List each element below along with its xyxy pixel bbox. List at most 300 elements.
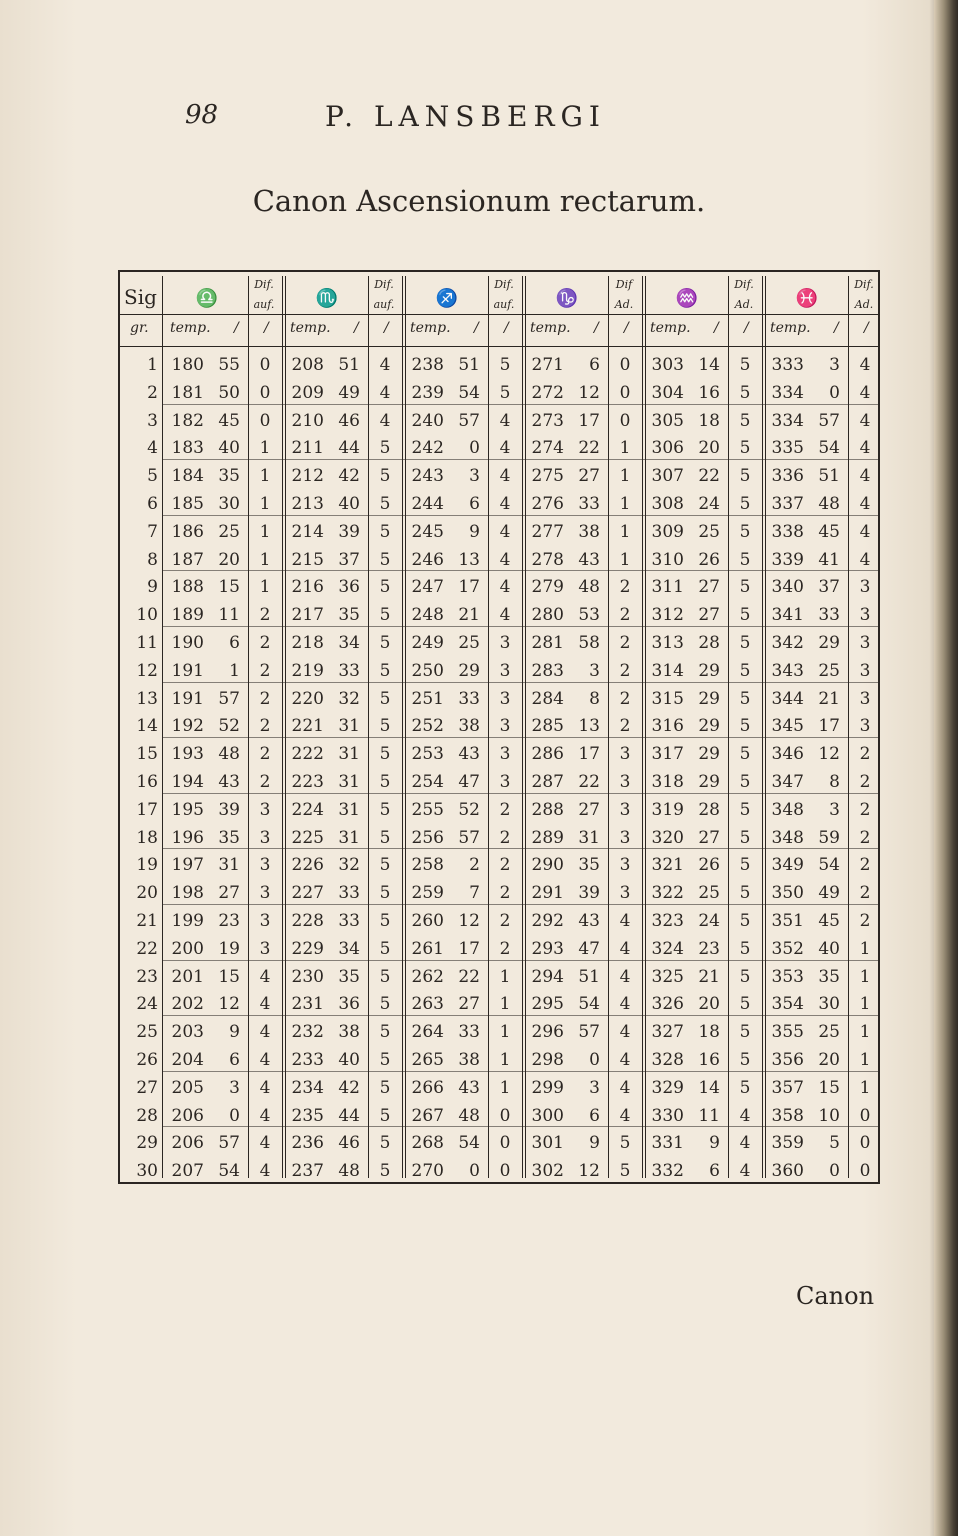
minute-value: 37 — [338, 549, 360, 570]
difference-value: 5 — [739, 855, 751, 876]
degree-value: 322 — [651, 883, 684, 904]
minute-value: 33 — [578, 494, 600, 514]
difference-value: 1 — [859, 994, 871, 1015]
difference-value: 5 — [379, 938, 391, 959]
degree-number: 28 — [136, 1105, 158, 1126]
degree-number: 29 — [136, 1133, 158, 1154]
degree-value: 299 — [531, 1077, 564, 1098]
degree-number: 20 — [136, 883, 158, 904]
degree-value: 212 — [291, 466, 324, 487]
degree-value: 324 — [651, 938, 684, 959]
degree-value: 348 — [771, 827, 804, 848]
degree-value: 208 — [291, 355, 324, 375]
minute-value: 33 — [458, 1022, 480, 1043]
degree-value: 233 — [291, 1050, 324, 1070]
degree-value: 227 — [291, 883, 324, 904]
degree-value: 258 — [411, 855, 444, 876]
zodiac-sign-icon: ♏ — [315, 288, 339, 309]
dif-column-label: / — [624, 320, 629, 336]
difference-value: 2 — [499, 827, 511, 848]
minute-value: 14 — [698, 1077, 720, 1098]
minute-value: 9 — [709, 1133, 720, 1154]
degree-value: 283 — [531, 660, 564, 681]
degree-value: 339 — [771, 549, 804, 570]
degree-value: 330 — [651, 1105, 684, 1126]
minute-value: 6 — [469, 494, 480, 514]
minute-value: 3 — [829, 355, 840, 375]
degree-number: 4 — [147, 438, 158, 459]
minute-value: 14 — [698, 355, 720, 375]
difference-value: 5 — [499, 355, 511, 375]
sig-label: Sig — [124, 285, 157, 309]
degree-value: 223 — [291, 772, 324, 792]
degree-value: 315 — [651, 688, 684, 709]
page-number: 98 — [185, 100, 219, 130]
difference-value: 3 — [259, 799, 271, 820]
degree-value: 328 — [651, 1050, 684, 1070]
difference-value: 2 — [859, 772, 871, 792]
difference-value: 3 — [619, 855, 631, 876]
difference-value: 5 — [739, 633, 751, 653]
degree-value: 306 — [651, 438, 684, 459]
minute-value: 10 — [818, 1105, 840, 1126]
degree-value: 278 — [531, 549, 564, 570]
difference-value: 2 — [619, 633, 631, 653]
minute-value: 3 — [469, 466, 480, 487]
degree-value: 289 — [531, 827, 564, 848]
dif-sub-label: auf. — [493, 298, 515, 311]
minute-value: 29 — [698, 744, 720, 765]
difference-value: 3 — [859, 577, 871, 598]
degree-value: 205 — [171, 1077, 204, 1098]
difference-value: 4 — [859, 355, 871, 375]
difference-value: 0 — [499, 1161, 511, 1182]
difference-value: 5 — [739, 660, 751, 681]
degree-value: 232 — [291, 1022, 324, 1043]
difference-value: 5 — [739, 355, 751, 375]
degree-number: 27 — [136, 1077, 158, 1098]
degree-value: 316 — [651, 716, 684, 737]
minute-value: 3 — [229, 1077, 240, 1098]
difference-value: 1 — [499, 994, 511, 1015]
minute-value: 6 — [589, 1105, 600, 1126]
minute-value: 54 — [458, 1133, 480, 1154]
minutes-label: / — [834, 320, 839, 336]
difference-value: 5 — [379, 827, 391, 848]
difference-value: 5 — [739, 911, 751, 931]
minute-value: 8 — [589, 688, 600, 709]
minute-value: 17 — [818, 716, 840, 737]
difference-value: 5 — [739, 605, 751, 626]
degree-value: 191 — [171, 688, 204, 709]
difference-value: 5 — [739, 382, 751, 403]
difference-value: 1 — [499, 1077, 511, 1098]
difference-value: 5 — [379, 1105, 391, 1126]
block-divider-2 — [765, 276, 766, 1178]
degree-value: 345 — [771, 716, 804, 737]
degree-value: 326 — [651, 994, 684, 1015]
temp-label: temp. — [530, 320, 571, 336]
block-divider-2 — [525, 276, 526, 1178]
minute-value: 40 — [338, 494, 360, 514]
minute-value: 34 — [338, 633, 360, 653]
block-divider — [282, 276, 283, 1178]
degree-value: 287 — [531, 772, 564, 792]
minute-value: 43 — [458, 744, 480, 765]
degree-value: 273 — [531, 410, 564, 431]
difference-value: 4 — [859, 494, 871, 514]
dif-column-label: / — [384, 320, 389, 336]
degree-value: 332 — [651, 1161, 684, 1182]
running-head: P. LANSBERGI — [325, 100, 606, 133]
degree-value: 192 — [171, 716, 204, 737]
degree-value: 229 — [291, 938, 324, 959]
minute-value: 3 — [589, 1077, 600, 1098]
minute-value: 6 — [709, 1161, 720, 1182]
degree-value: 235 — [291, 1105, 324, 1126]
difference-value: 5 — [739, 744, 751, 765]
degree-value: 217 — [291, 605, 324, 626]
minute-value: 59 — [818, 827, 840, 848]
difference-value: 0 — [619, 410, 631, 431]
difference-value: 5 — [379, 1133, 391, 1154]
degree-value: 360 — [771, 1161, 804, 1182]
degree-value: 353 — [771, 966, 804, 987]
difference-value: 2 — [619, 660, 631, 681]
degree-value: 206 — [171, 1105, 204, 1126]
temp-label: temp. — [410, 320, 451, 336]
degree-value: 184 — [171, 466, 204, 487]
difference-value: 5 — [739, 994, 751, 1015]
minute-value: 12 — [218, 994, 240, 1015]
degree-number: 8 — [147, 549, 158, 570]
difference-value: 5 — [379, 688, 391, 709]
minute-value: 39 — [218, 799, 240, 820]
difference-value: 3 — [859, 688, 871, 709]
degree-value: 238 — [411, 355, 444, 375]
degree-value: 291 — [531, 883, 564, 904]
difference-value: 2 — [259, 633, 271, 653]
degree-value: 298 — [531, 1050, 564, 1070]
minute-value: 25 — [698, 521, 720, 542]
minute-value: 27 — [698, 577, 720, 598]
degree-value: 343 — [771, 660, 804, 681]
degree-value: 300 — [531, 1105, 564, 1126]
minute-value: 22 — [578, 438, 600, 459]
dif-divider — [728, 276, 729, 1178]
degree-value: 182 — [171, 410, 204, 431]
degree-number: 7 — [147, 521, 158, 542]
minute-value: 40 — [818, 938, 840, 959]
degree-value: 352 — [771, 938, 804, 959]
degree-value: 285 — [531, 716, 564, 737]
minute-value: 43 — [458, 1077, 480, 1098]
difference-value: 2 — [499, 883, 511, 904]
minute-value: 33 — [338, 660, 360, 681]
difference-value: 3 — [619, 883, 631, 904]
minute-value: 7 — [469, 883, 480, 904]
degree-value: 268 — [411, 1133, 444, 1154]
minute-value: 57 — [818, 410, 840, 431]
minute-value: 28 — [698, 633, 720, 653]
minute-value: 48 — [458, 1105, 480, 1126]
difference-value: 3 — [619, 827, 631, 848]
degree-value: 220 — [291, 688, 324, 709]
degree-value: 237 — [291, 1161, 324, 1182]
temp-label: temp. — [650, 320, 691, 336]
minute-value: 45 — [218, 410, 240, 431]
minute-value: 2 — [469, 855, 480, 876]
difference-value: 4 — [259, 1161, 271, 1182]
degree-value: 347 — [771, 772, 804, 792]
degree-value: 225 — [291, 827, 324, 848]
degree-value: 211 — [291, 438, 324, 459]
degree-value: 335 — [771, 438, 804, 459]
dif-label: Dif. — [734, 278, 754, 291]
difference-value: 5 — [379, 799, 391, 820]
dif-divider — [848, 276, 849, 1178]
degree-value: 250 — [411, 660, 444, 681]
minute-value: 16 — [698, 382, 720, 403]
minute-value: 23 — [218, 911, 240, 931]
degree-number: 25 — [136, 1022, 158, 1043]
difference-value: 5 — [739, 883, 751, 904]
degree-value: 191 — [171, 660, 204, 681]
difference-value: 1 — [259, 494, 271, 514]
degree-number: 10 — [136, 605, 158, 626]
minute-value: 27 — [698, 605, 720, 626]
dif-label: Dif. — [494, 278, 514, 291]
degree-value: 274 — [531, 438, 564, 459]
difference-value: 5 — [739, 1050, 751, 1070]
minute-value: 39 — [578, 883, 600, 904]
difference-value: 5 — [739, 716, 751, 737]
minute-value: 19 — [218, 938, 240, 959]
minute-value: 33 — [818, 605, 840, 626]
degree-value: 215 — [291, 549, 324, 570]
minute-value: 5 — [829, 1133, 840, 1154]
difference-value: 5 — [739, 1077, 751, 1098]
difference-value: 5 — [379, 466, 391, 487]
degree-value: 276 — [531, 494, 564, 514]
difference-value: 4 — [619, 1105, 631, 1126]
difference-value: 0 — [259, 355, 271, 375]
minute-value: 15 — [218, 966, 240, 987]
degree-value: 266 — [411, 1077, 444, 1098]
degree-value: 280 — [531, 605, 564, 626]
difference-value: 5 — [379, 577, 391, 598]
degree-value: 290 — [531, 855, 564, 876]
difference-value: 4 — [379, 410, 391, 431]
dif-label: Dif. — [374, 278, 394, 291]
degree-value: 303 — [651, 355, 684, 375]
minute-value: 25 — [458, 633, 480, 653]
minute-value: 21 — [698, 966, 720, 987]
minute-value: 11 — [698, 1105, 720, 1126]
degree-value: 259 — [411, 883, 444, 904]
difference-value: 1 — [859, 966, 871, 987]
degree-value: 249 — [411, 633, 444, 653]
difference-value: 3 — [619, 772, 631, 792]
difference-value: 4 — [259, 1050, 271, 1070]
degree-value: 207 — [171, 1161, 204, 1182]
minute-value: 46 — [338, 410, 360, 431]
minute-value: 46 — [338, 1133, 360, 1154]
degree-value: 284 — [531, 688, 564, 709]
minute-value: 52 — [458, 799, 480, 820]
degree-value: 320 — [651, 827, 684, 848]
zodiac-sign-icon: ♐ — [435, 288, 459, 309]
minutes-label: / — [474, 320, 479, 336]
difference-value: 4 — [379, 382, 391, 403]
degree-number: 14 — [136, 716, 158, 737]
difference-value: 0 — [619, 382, 631, 403]
difference-value: 2 — [499, 799, 511, 820]
difference-value: 5 — [739, 494, 751, 514]
difference-value: 4 — [259, 966, 271, 987]
difference-value: 2 — [859, 911, 871, 931]
degree-value: 329 — [651, 1077, 684, 1098]
minute-value: 0 — [829, 1161, 840, 1182]
degree-number: 24 — [136, 994, 158, 1015]
degree-value: 325 — [651, 966, 684, 987]
degree-value: 296 — [531, 1022, 564, 1043]
minute-value: 31 — [338, 772, 360, 792]
difference-value: 5 — [499, 382, 511, 403]
minute-value: 12 — [458, 911, 480, 931]
degree-value: 294 — [531, 966, 564, 987]
difference-value: 5 — [379, 772, 391, 792]
degree-number: 9 — [147, 577, 158, 598]
minute-value: 18 — [698, 1022, 720, 1043]
minute-value: 12 — [578, 382, 600, 403]
difference-value: 0 — [859, 1161, 871, 1182]
minute-value: 35 — [818, 966, 840, 987]
minute-value: 48 — [338, 1161, 360, 1182]
minute-value: 35 — [338, 605, 360, 626]
difference-value: 4 — [739, 1161, 751, 1182]
minute-value: 33 — [458, 688, 480, 709]
difference-value: 0 — [499, 1105, 511, 1126]
difference-value: 5 — [379, 966, 391, 987]
block-divider-2 — [285, 276, 286, 1178]
minute-value: 13 — [578, 716, 600, 737]
degree-value: 323 — [651, 911, 684, 931]
difference-value: 4 — [619, 911, 631, 931]
degree-value: 204 — [171, 1050, 204, 1070]
minute-value: 6 — [229, 633, 240, 653]
difference-value: 0 — [499, 1133, 511, 1154]
dif-divider — [368, 276, 369, 1178]
minute-value: 57 — [458, 827, 480, 848]
minute-value: 16 — [698, 1050, 720, 1070]
minute-value: 22 — [698, 466, 720, 487]
degree-value: 312 — [651, 605, 684, 626]
difference-value: 2 — [499, 938, 511, 959]
difference-value: 2 — [619, 688, 631, 709]
minute-value: 42 — [338, 466, 360, 487]
minute-value: 11 — [218, 605, 240, 626]
degree-value: 247 — [411, 577, 444, 598]
minute-value: 26 — [698, 855, 720, 876]
minute-value: 27 — [218, 883, 240, 904]
difference-value: 0 — [259, 410, 271, 431]
difference-value: 4 — [619, 1077, 631, 1098]
minute-value: 29 — [818, 633, 840, 653]
degree-number: 11 — [136, 633, 158, 653]
difference-value: 2 — [859, 827, 871, 848]
difference-value: 3 — [619, 744, 631, 765]
difference-value: 4 — [259, 1077, 271, 1098]
minute-value: 9 — [589, 1133, 600, 1154]
degree-value: 236 — [291, 1133, 324, 1154]
difference-value: 1 — [259, 577, 271, 598]
degree-value: 240 — [411, 410, 444, 431]
dif-sub-label: Ad. — [734, 298, 754, 311]
minute-value: 54 — [458, 382, 480, 403]
minute-value: 51 — [338, 355, 360, 375]
difference-value: 3 — [859, 633, 871, 653]
dif-sub-label: auf. — [373, 298, 395, 311]
minute-value: 25 — [818, 660, 840, 681]
degree-value: 351 — [771, 911, 804, 931]
degree-number: 17 — [136, 799, 158, 820]
degree-value: 230 — [291, 966, 324, 987]
degree-value: 256 — [411, 827, 444, 848]
degree-value: 341 — [771, 605, 804, 626]
minute-value: 29 — [698, 660, 720, 681]
degree-value: 242 — [411, 438, 444, 459]
difference-value: 1 — [859, 1022, 871, 1043]
difference-value: 0 — [259, 382, 271, 403]
difference-value: 2 — [259, 660, 271, 681]
difference-value: 2 — [619, 577, 631, 598]
degree-value: 272 — [531, 382, 564, 403]
degree-value: 201 — [171, 966, 204, 987]
difference-value: 4 — [859, 549, 871, 570]
difference-value: 5 — [619, 1161, 631, 1182]
degree-value: 279 — [531, 577, 564, 598]
degree-value: 277 — [531, 521, 564, 542]
minute-value: 35 — [218, 466, 240, 487]
degree-number: 2 — [147, 382, 158, 403]
minute-value: 48 — [578, 577, 600, 598]
degree-value: 321 — [651, 855, 684, 876]
minute-value: 13 — [458, 549, 480, 570]
dif-label: Dif — [615, 278, 633, 291]
minute-value: 20 — [218, 549, 240, 570]
difference-value: 5 — [739, 438, 751, 459]
dif-column-label: / — [744, 320, 749, 336]
difference-value: 4 — [499, 521, 511, 542]
difference-value: 5 — [379, 549, 391, 570]
difference-value: 3 — [859, 605, 871, 626]
minute-value: 0 — [469, 1161, 480, 1182]
minute-value: 55 — [218, 355, 240, 375]
minute-value: 9 — [229, 1022, 240, 1043]
difference-value: 2 — [619, 605, 631, 626]
degree-value: 224 — [291, 799, 324, 820]
difference-value: 4 — [259, 994, 271, 1015]
minute-value: 31 — [338, 744, 360, 765]
minute-value: 50 — [218, 382, 240, 403]
degree-number: 19 — [136, 855, 158, 876]
degree-value: 302 — [531, 1161, 564, 1182]
minute-value: 57 — [578, 1022, 600, 1043]
minute-value: 17 — [578, 410, 600, 431]
temp-label: temp. — [770, 320, 811, 336]
minute-value: 29 — [458, 660, 480, 681]
